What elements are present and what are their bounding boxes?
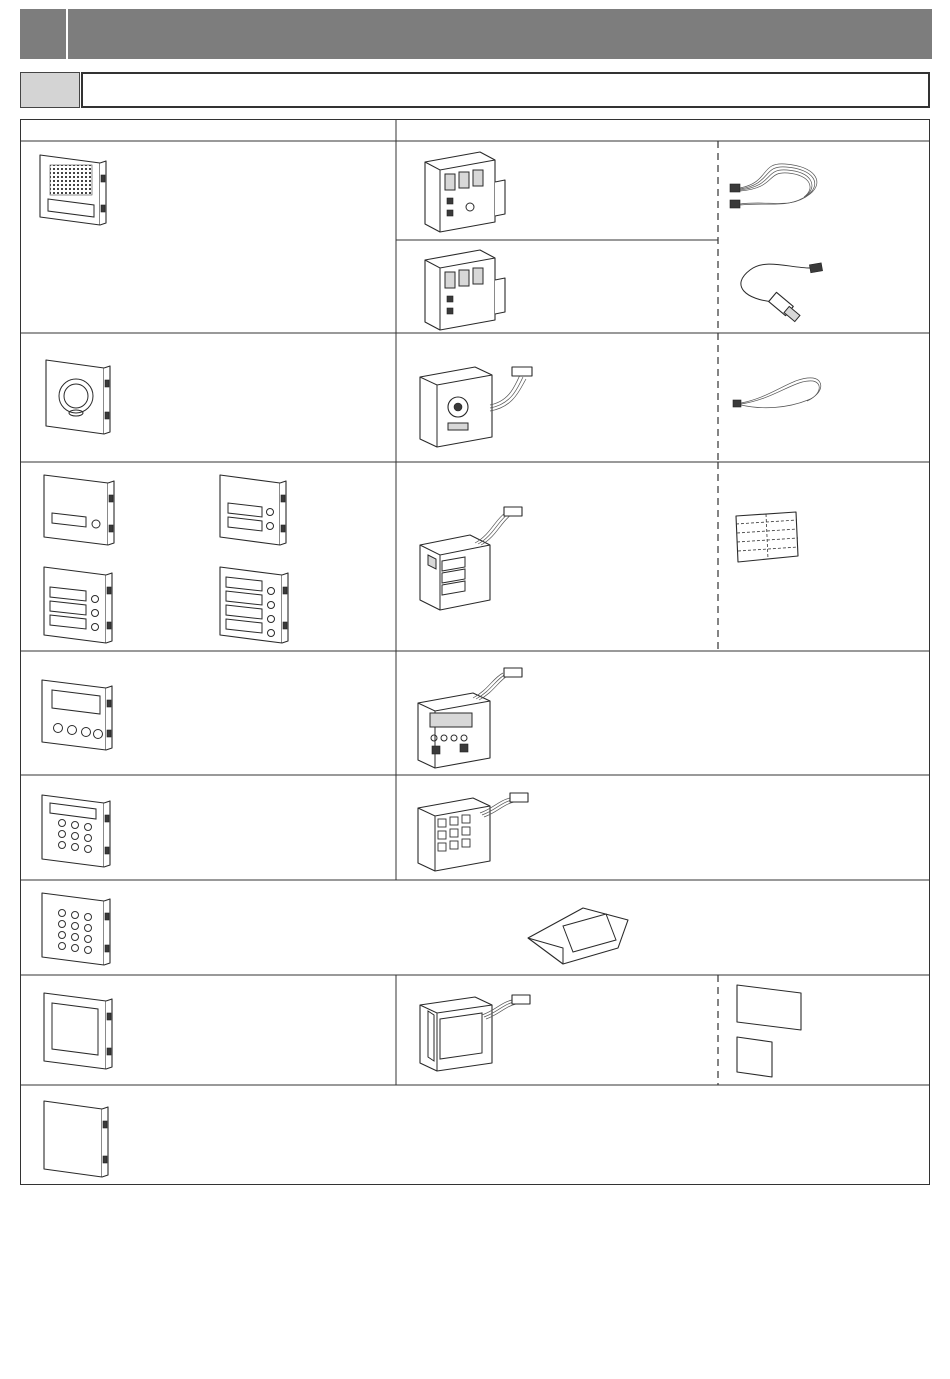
button-panel-front-2-icon (220, 475, 286, 545)
connection-cable-icon (733, 378, 821, 408)
info-module-icon (420, 995, 530, 1071)
flat-cable-icon (730, 164, 817, 208)
button-panel-front-3-icon (44, 567, 112, 643)
button-panel-front-4-icon (220, 567, 288, 643)
keypad-panel-front-icon (42, 795, 110, 867)
audio-panel-front-icon (40, 155, 106, 225)
camera-module-icon (420, 367, 532, 447)
usb-cable-icon (741, 263, 823, 322)
keypad-cover-front-icon (42, 893, 110, 965)
blank-panel-front-icon (44, 1101, 108, 1177)
audio-module-b-icon (425, 250, 505, 330)
button-panel-front-1-icon (44, 475, 114, 545)
info-panel-front-icon (44, 993, 112, 1069)
camera-panel-front-icon (46, 360, 110, 434)
insert-card-small-icon (737, 1037, 772, 1077)
key-card-pouch-icon (528, 908, 628, 964)
insert-card-large-icon (737, 985, 801, 1030)
name-label-sheet-icon (736, 512, 798, 562)
audio-module-a-icon (425, 152, 505, 232)
display-module-icon (418, 668, 522, 768)
button-module-icon (420, 507, 522, 610)
display-panel-front-icon (42, 680, 112, 750)
keypad-module-icon (418, 793, 528, 871)
